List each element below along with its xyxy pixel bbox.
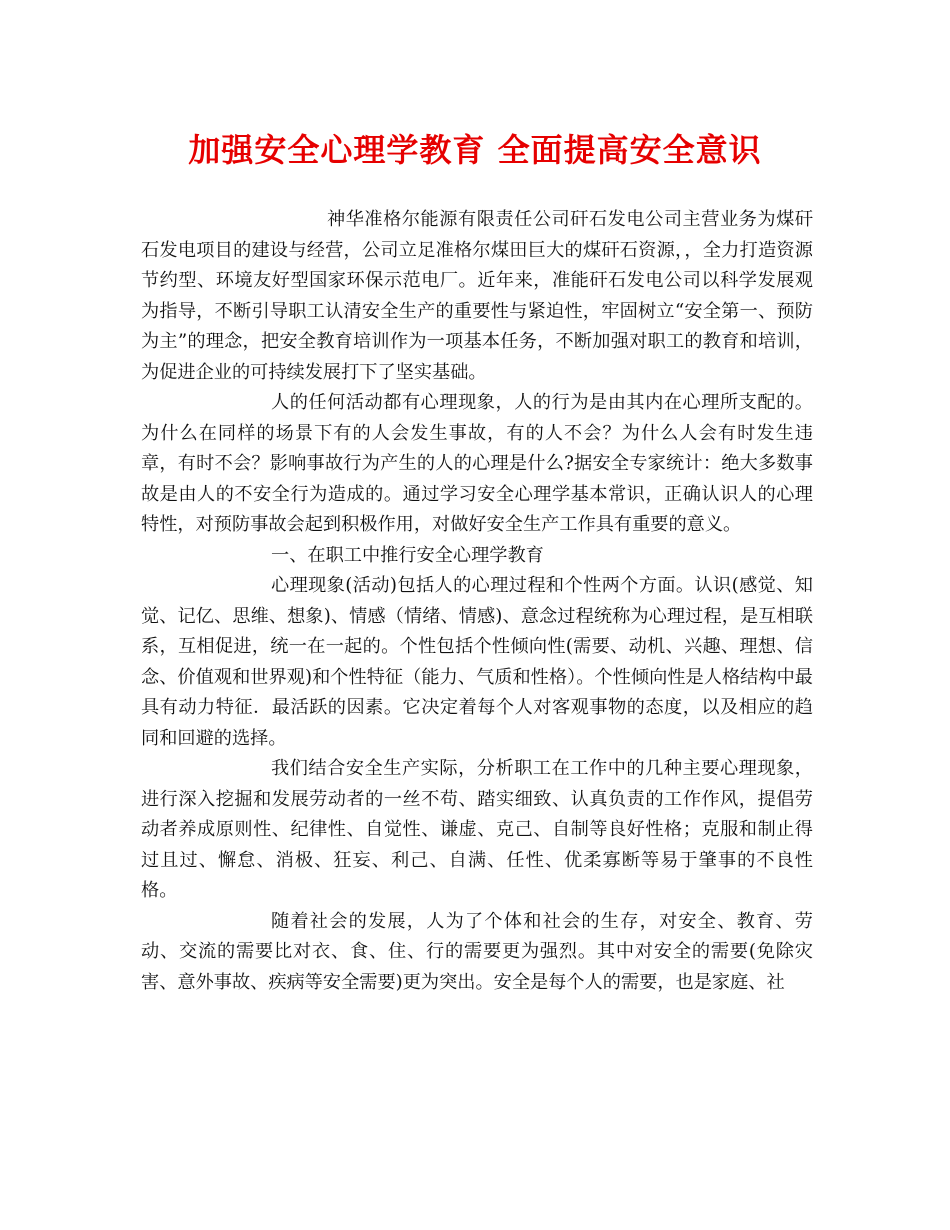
paragraph-psychological-phenomena: 心理现象(活动)包括人的心理过程和个性两个方面。认识(感觉、知觉、记亿、思维、想象)、情感（情绪、情感)、意念过程统称为心理过程，是互相联系，互相促进，统一在一起的。个性包括个性倾向性(需要、动机、兴趣、理想、信念、价值观和世界观)和个性特征（能力、气质和性格）。个性倾向性是人格结构中最具有动力特征．最活跃的因素。它决定着每个人对客观事物的态度，以及相应的趋同和回避的选择。 xyxy=(141,575,813,749)
paragraph-safety-needs: 随着社会的发展，人为了个体和社会的生存，对安全、教育、劳动、交流的需要比对衣、食、住、行的需要更为强烈。其中对安全的需要(免除灾害、意外事故、疾病等安全需要)更为突出。安全是每个人的需要，也是家庭、社 xyxy=(141,910,813,993)
document-body xyxy=(141,205,813,998)
section-heading-1: 一、在职工中推行安全心理学教育 xyxy=(271,544,544,566)
paragraph-company-intro: 神华准格尔能源有限责任公司矸石发电公司主营业务为煤矸石发电项目的建设与经营，公司立足准格尔煤田巨大的煤矸石资源，，全力打造资源节约型、环境友好型国家环保示范电厂。近年来，准能矸石发电公司以科学发展观为指导，不断引导职工认清安全生产的重要性与紧迫性，牢固树立“安全第一、预防为主”的理念，把安全教育培训作为一项基本任务，不断加强对职工的教育和培训，为促进企业的可持续发展打下了坚实基础。 xyxy=(141,209,813,383)
paragraph-psychology-intro: 人的任何活动都有心理现象，人的行为是由其内在心理所支配的。为什么在同样的场景下有的人会发生事故，有的人不会？为什么人会有时发生违章，有时不会？影响事故行为产生的人的心理是什么?据安全专家统计：绝大多数事故是由人的不安全行为造成的。通过学习安全心理学基本常识，正确认识人的心理特性，对预防事故会起到积极作用，对做好安全生产工作具有重要的意义。 xyxy=(141,392,813,535)
document-title: 加强安全心理学教育 全面提高安全意识 xyxy=(188,131,762,169)
paragraph-work-attitude: 我们结合安全生产实际，分析职工在工作中的几种主要心理现象，进行深入挖掘和发展劳动者的一丝不苟、踏实细致、认真负责的工作作风，提倡劳动者养成原则性、纪律性、自觉性、谦虚、克己、自制等良好性格；克服和制止得过且过、懈怠、消极、狂妄、利己、自满、任性、优柔寡断等易于肇事的不良性格。 xyxy=(141,758,813,901)
